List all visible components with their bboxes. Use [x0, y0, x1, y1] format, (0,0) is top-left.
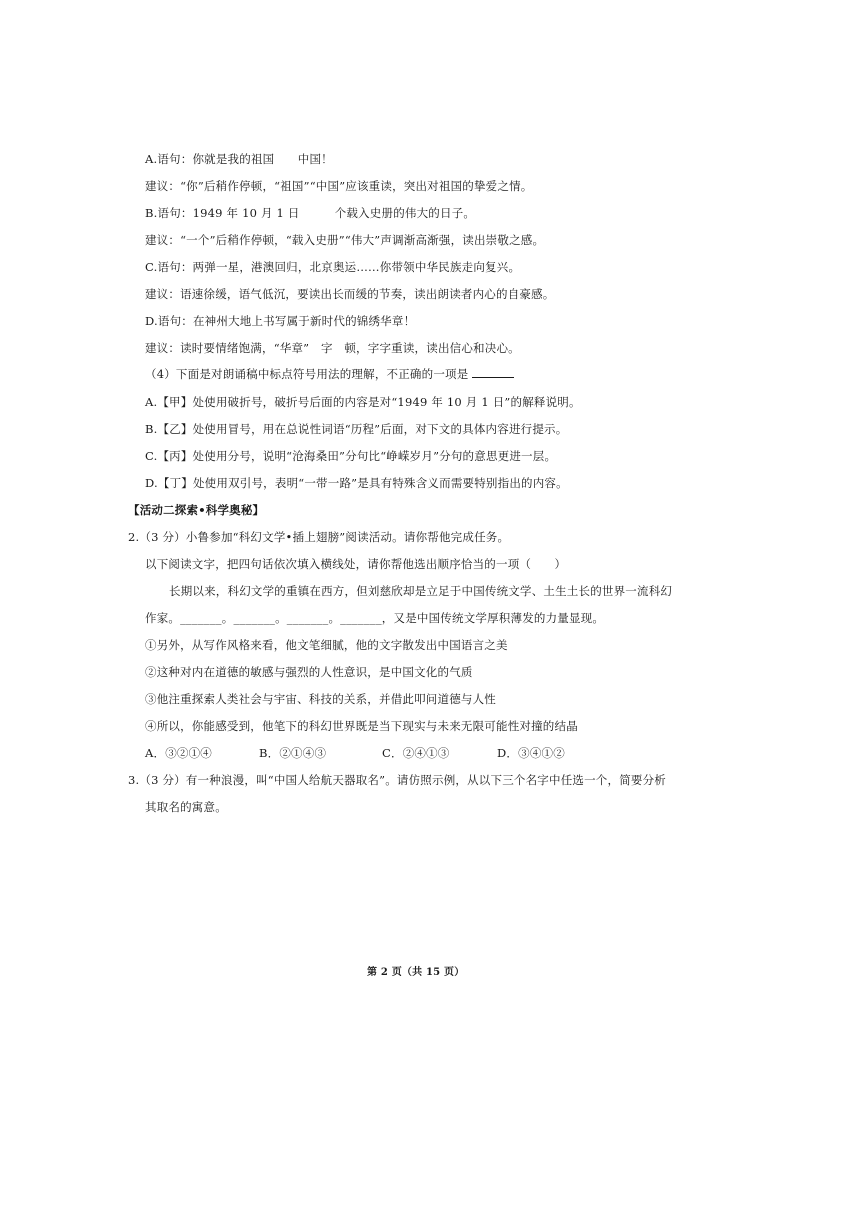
punctuation-option-b: B.【乙】处使用冒号，用在总说性词语“历程”后面，对下文的具体内容进行提示。 — [145, 422, 568, 436]
choice-a: A．③②①④ — [145, 746, 213, 760]
passage-line-2: 作家。_______。_______。_______。_______，又是中国传统文学厚积薄发的力量显现。 — [145, 611, 605, 625]
option-a-sentence: A.语句：你就是我的祖国 中国！ — [145, 152, 333, 166]
option-a-suggestion: 建议：“你”后稍作停顿，“祖国”“中国”应该重读，突出对祖国的挚爱之情。 — [145, 179, 533, 193]
choice-d: D．③④①② — [497, 746, 565, 760]
question-3-stem-line-2: 其取名的寓意。 — [145, 800, 227, 814]
question-3-stem-line-1: 3.（3 分）有一种浪漫，叫“中国人给航天器取名”。请仿照示例，从以下三个名字中任选一个，简要分析 — [128, 773, 666, 787]
option-c-sentence: C.语句：两弹一星，港澳回归，北京奥运……你带领中华民族走向复兴。 — [145, 260, 521, 274]
sentence-3: ③他注重探索人类社会与宇宙、科技的关系，并借此叩问道德与人性 — [145, 692, 496, 706]
punctuation-option-c: C.【丙】处使用分号，说明“沧海桑田”分句比“峥嵘岁月”分句的意思更进一层。 — [145, 449, 557, 463]
punctuation-option-d: D.【丁】处使用双引号，表明“一带一路”是具有特殊含义而需要特别指出的内容。 — [145, 476, 568, 490]
option-b-sentence: B.语句：1949 年 10 月 1 日 个载入史册的伟大的日子。 — [145, 206, 476, 220]
sentence-2: ②这种对内在道德的敏感与强烈的人性意识，是中国文化的气质 — [145, 665, 473, 679]
sentence-4: ④所以，你能感受到，他笔下的科幻世界既是当下现实与未来无限可能性对撞的结晶 — [145, 719, 578, 733]
answer-blank — [472, 367, 514, 378]
sentence-1: ①另外，从写作风格来看，他文笔细腻，他的文字散发出中国语言之美 — [145, 638, 508, 652]
option-c-suggestion: 建议：语速徐缓，语气低沉，要读出长而缓的节奏，读出朗读者内心的自豪感。 — [145, 287, 555, 301]
option-b-suggestion: 建议：“一个”后稍作停顿，“载入史册”“伟大”声调渐高渐强，读出崇敬之感。 — [145, 233, 545, 247]
choice-c: C．②④①③ — [382, 746, 450, 760]
question-4-stem — [145, 367, 514, 381]
question-2-instruction: 以下阅读文字，把四句话依次填入横线处，请你帮他选出顺序恰当的一项（ ） — [145, 557, 567, 571]
option-d-sentence: D.语句：在神州大地上书写属于新时代的锦绣华章！ — [145, 314, 416, 328]
page-footer: 第 2 页（共 15 页） — [367, 967, 465, 978]
punctuation-option-a: A.【甲】处使用破折号，破折号后面的内容是对“1949 年 10 月 1 日”的解释说明。 — [145, 395, 581, 409]
passage-line-1: 长期以来，科幻文学的重镇在西方，但刘慈欣却是立足于中国传统文学、土生土长的世界一流科幻 — [169, 584, 673, 598]
option-d-suggestion: 建议：读时要情绪饱满，“华章” 字 顿，字字重读，读出信心和决心。 — [145, 341, 520, 355]
question-2-stem: 2.（3 分）小鲁参加“科幻文学•插上翅膀”阅读活动。请你帮他完成任务。 — [128, 530, 510, 544]
activity-two-heading: 【活动二探索•科学奥秘】 — [128, 503, 265, 517]
choice-b: B．②①④③ — [259, 746, 327, 760]
question-4-text: （4）下面是对朗诵稿中标点符号用法的理解，不正确的一项是 — [145, 367, 469, 381]
